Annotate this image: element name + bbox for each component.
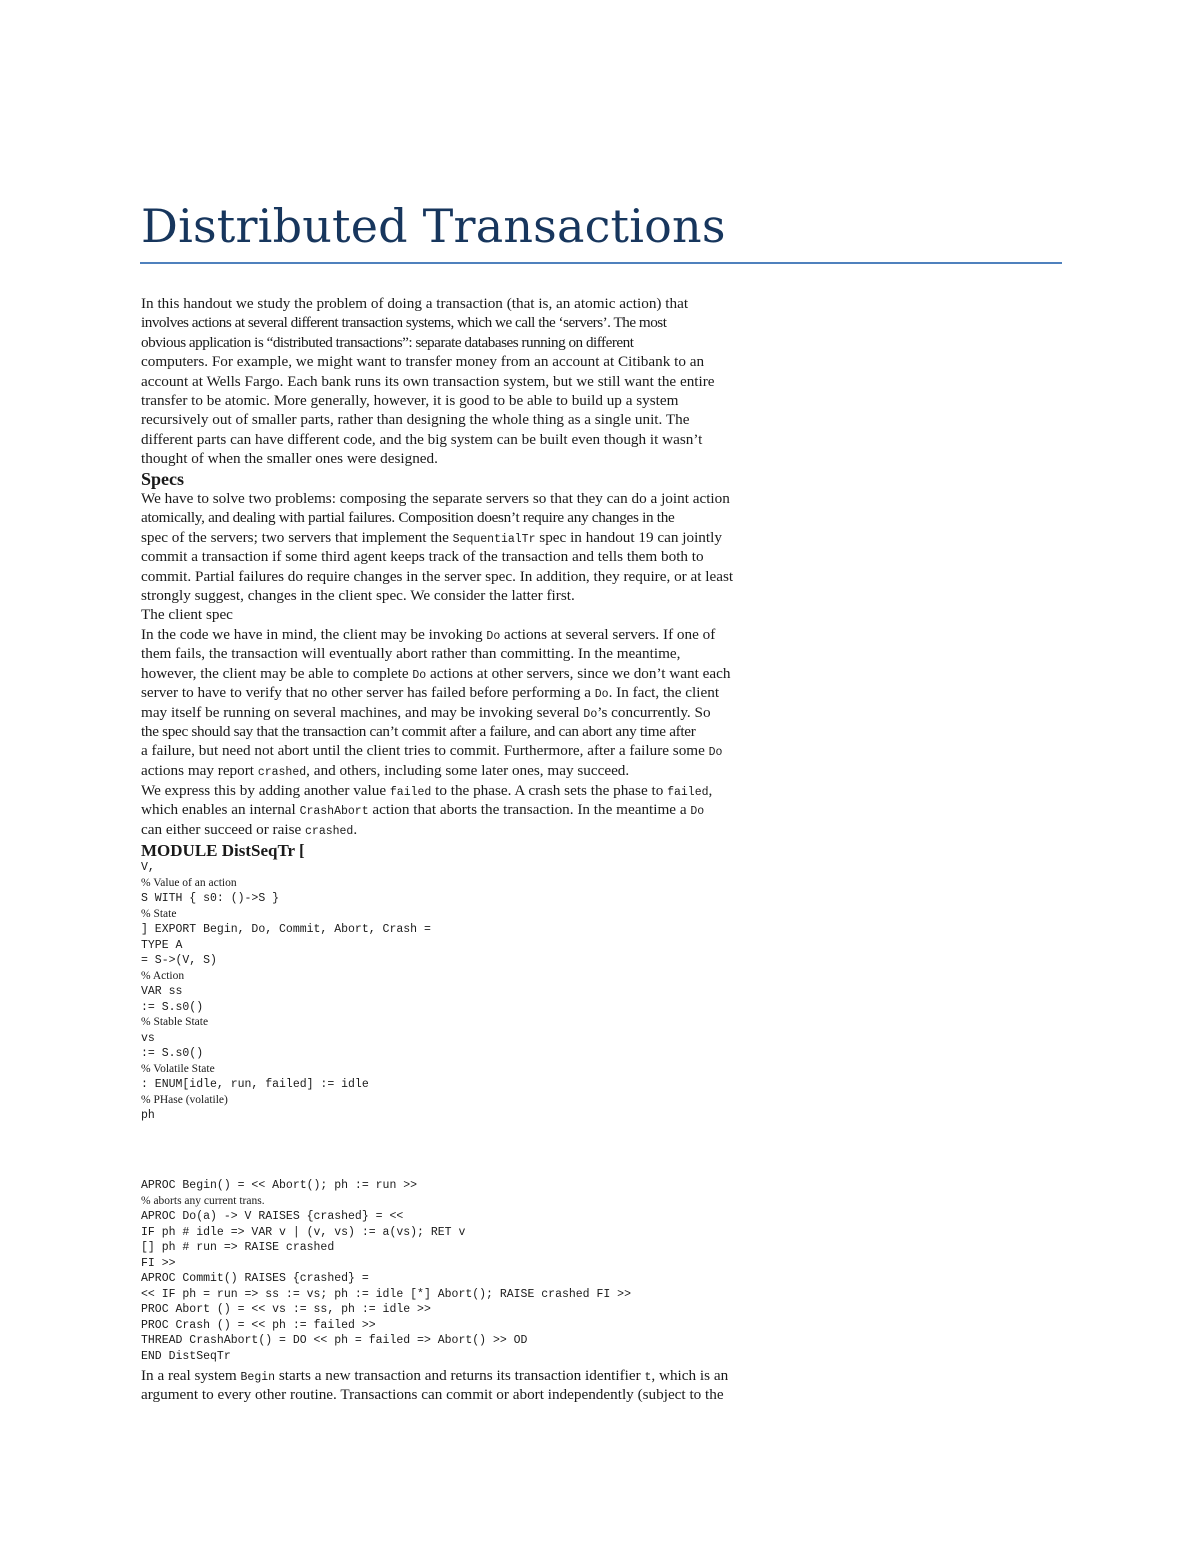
text-segment: , which is an [651,1367,729,1384]
intro-paragraph [141,294,811,469]
code-line: V, [141,861,155,874]
code-line: APROC Begin() = << Abort(); ph := run >> [141,1179,418,1192]
text-segment: spec of the servers; two servers that implement the [141,528,453,546]
code-line: FI >> [141,1256,176,1270]
text-line: We have to solve two problems: composing the separate servers so that they can do a joint action [141,490,730,507]
text-segment: . In fact, the client [608,684,720,702]
inline-code: SequentialTr [452,532,536,546]
text-line: thought of when the smaller ones were designed. [141,450,438,468]
section-heading-specs: Specs [141,469,185,489]
code-line: APROC Do(a) -> V RAISES {crashed} = << [141,1210,404,1223]
code-comment: % State [141,907,177,920]
text-line [141,800,811,819]
text-segment: may itself be running on several machines, and may be invoking several [141,703,584,721]
text-line [141,703,811,722]
text-segment: action that aborts the transaction. In the meantime a [368,801,691,819]
code-line: vs [141,1031,155,1045]
code-line: PROC Abort () = << vs := ss, ph := idle >> [141,1303,431,1316]
title-underline-divider [140,262,1062,264]
text-line: In this handout we study the problem of doing a transaction (that is, an atomic action) that [141,295,689,312]
text-segment: , [708,782,713,799]
module-heading: MODULE DistSeqTr [ [141,841,305,860]
code-line: IF ph # idle => VAR v | (v, vs) := a(vs); RET v [141,1225,466,1239]
text-line [141,1366,811,1385]
text-line: commit a transaction if some third agent keeps track of the transaction and tells them both to [141,548,704,566]
inline-code: crashed [257,765,307,779]
text-segment: . [353,820,358,838]
text-segment: We express this by adding another value [141,782,390,799]
module-procedures-code-block [141,1178,631,1364]
code-line: S WITH { s0: ()->S } [141,892,280,905]
text-segment: In a real system [141,1367,241,1384]
inline-code: Do [486,630,501,643]
text-line: recursively out of smaller parts, rather than designing the whole thing as a single unit. The [141,411,690,429]
text-segment: actions at several servers. If one of [500,626,716,643]
text-line: account at Wells Fargo. Each bank runs its own transaction system, but we still want the entire [141,372,715,390]
code-line: ph [141,1109,155,1122]
text-segment: however, the client may be able to complete [141,664,413,682]
text-segment: actions may report [141,761,258,779]
text-segment: In the code we have in mind, the client may be invoking [141,626,487,643]
text-line: the spec should say that the transaction can’t commit after a failure, and can abort any time after [141,722,696,740]
text-segment: server to have to verify that no other server has failed before performing a [141,684,595,702]
inline-code: t [644,1371,652,1384]
text-segment: which enables an internal [141,801,300,819]
inline-code: Do [594,688,609,702]
text-line: involves actions at several different transaction systems, which we call the ‘servers’. The most [141,314,667,332]
text-segment: , and others, including some later ones, may succeed. [306,761,630,779]
text-line: strongly suggest, changes in the client spec. We consider the latter first. [141,586,575,604]
text-line [141,664,811,683]
document-title: Distributed Transactions [141,199,726,253]
code-line: << IF ph = run => ss := vs; ph := idle [*] Abort(); RAISE crashed FI >> [141,1287,631,1301]
inline-code: Do [583,707,598,721]
code-line: TYPE A [141,938,183,952]
text-segment: a failure, but need not abort until the client tries to commit. Furthermore, after a failure some [141,742,709,760]
inline-code: failed [389,786,432,799]
text-segment: starts a new transaction and returns its transaction identifier [275,1367,645,1384]
text-line: atomically, and dealing with partial failures. Composition doesn’t require any changes in the [141,509,675,527]
code-line: : ENUM[idle, run, failed] := idle [141,1078,369,1091]
code-line: END DistSeqTr [141,1349,231,1363]
text-line [141,625,811,644]
module-header-code-block [141,860,431,1124]
code-line: [] ph # run => RAISE crashed [141,1241,335,1254]
code-line: ] EXPORT Begin, Do, Commit, Abort, Crash = [141,923,431,936]
client-spec-paragraph [141,625,811,780]
subheading-client-spec: The client spec [141,606,233,623]
text-segment: can either succeed or raise [141,820,306,838]
code-line: := S.s0() [141,1000,204,1014]
code-comment: % Stable State [141,1016,209,1028]
code-line: APROC Commit() RAISES {crashed} = [141,1272,369,1285]
inline-code: Do [708,746,723,760]
text-line: them fails, the transaction will eventually abort rather than committing. In the meantime, [141,645,681,663]
code-line: PROC Crash () = << ph := failed >> [141,1318,376,1332]
code-line: THREAD CrashAbort() = DO << ph = failed => Abort() >> OD [141,1334,528,1347]
code-comment: % Action [141,969,185,982]
inline-code: Begin [240,1371,276,1384]
express-paragraph [141,781,811,839]
inline-code: Do [412,668,427,682]
text-line [141,761,811,780]
inline-code: Do [690,805,705,819]
text-line [141,820,811,839]
text-segment: actions at other servers, since we don’t want each [426,664,731,682]
inline-code: crashed [305,824,354,838]
final-paragraph [141,1366,811,1405]
text-line: computers. For example, we might want to transfer money from an account at Citibank to an [141,353,705,371]
text-line [141,528,811,547]
text-line: obvious application is “distributed transactions”: separate databases running on different [141,333,634,351]
text-line: commit. Partial failures do require changes in the server spec. In addition, they require, or at least [141,567,734,585]
text-line [141,781,811,800]
text-line: transfer to be atomic. More generally, however, it is good to be able to build up a system [141,391,679,409]
code-comment: % Value of an action [141,876,237,889]
text-segment: ’s concurrently. So [597,703,711,721]
code-line: VAR ss [141,985,183,998]
text-line: argument to every other routine. Transactions can commit or abort independently (subject to the [141,1386,724,1404]
text-segment: spec in handout 19 can jointly [535,528,722,546]
code-comment: % Volatile State [141,1062,215,1075]
text-line: different parts can have different code, and the big system can be built even though it wasn’t [141,430,703,448]
code-line: = S->(V, S) [141,954,217,967]
inline-code: CrashAbort [299,805,369,819]
text-line [141,683,811,702]
code-comment: % aborts any current trans. [141,1194,265,1207]
text-line [141,741,811,760]
text-segment: to the phase. A crash sets the phase to [431,782,668,799]
specs-paragraph [141,489,811,605]
inline-code: failed [667,786,709,799]
code-line: := S.s0() [141,1047,204,1060]
code-comment: % PHase (volatile) [141,1093,228,1106]
